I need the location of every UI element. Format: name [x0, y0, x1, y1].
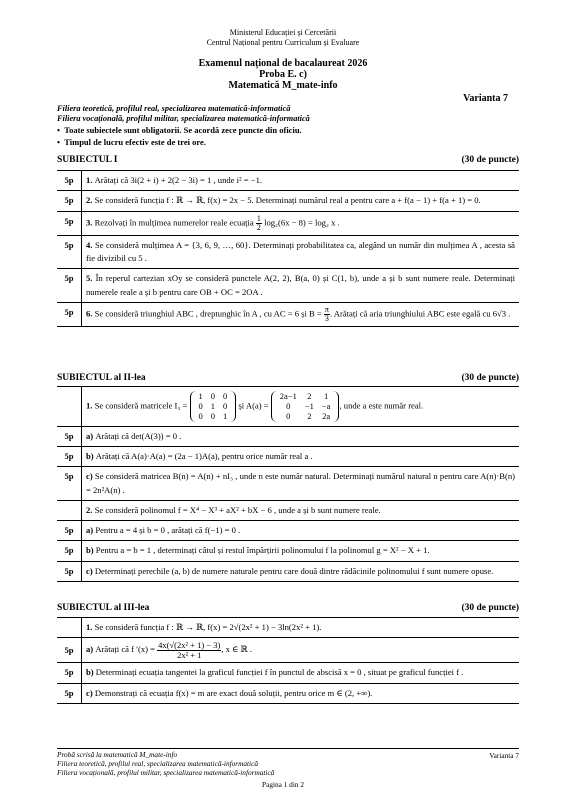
section-title: SUBIECTUL al III-lea: [57, 603, 150, 613]
item-row: 5p a) Arătați că det(A(3)) = 0 .: [57, 426, 519, 446]
section-points: (30 de puncte): [461, 155, 519, 165]
item-score: 5p: [57, 521, 82, 541]
item-score: 5p: [57, 235, 82, 269]
item-text: Se consideră triunghiul ABC , dreptunghic în A , cu AC = 6 și B =: [94, 308, 322, 319]
item-text: Determinați perechile (a, b) de numere naturale pentru care două dintre rădăcinile polinomului f sunt numere opuse.: [94, 565, 494, 576]
section-points: (30 de puncte): [461, 603, 519, 613]
item-row: 5p c) Se consideră matricea B(n) = A(n) + nI₃ , unde n este număr natural. Determinați numărul natural n pentru care A(n)·B(n) = 2n²A(n) .: [57, 467, 519, 501]
item-text: , unde a este număr real.: [339, 400, 424, 411]
item-text: Se consideră matricele I₃ =: [94, 400, 188, 411]
item-score: 5p: [57, 269, 82, 303]
item-text: , x ∈ ℝ .: [221, 644, 252, 655]
ministry-header: Ministerul Educației și Cercetării: [229, 28, 337, 37]
item-row: 5p 3. Rezolvați în mulțimea numerelor reale ecuația $\frac{1}{2}$ log₂(6x − 8) = log₂ x .: [57, 211, 519, 235]
fraction: $\frac{\text{4x(√(2x² + 1) − 3)}}{\text{2x² + 1}}$: [158, 640, 221, 660]
item-row: 5p 6. Se consideră triunghiul ABC , dreptunghic în A , cu AC = 6 și B = $\frac{\pi}{3}$ . Arătați că aria triunghiului ABC este egală cu 6√3 .: [57, 302, 519, 326]
item-score: 5p: [57, 171, 82, 191]
item-text: Pentru a = b = 1 , determinați câtul și restul împărțirii polinomului f la polinomul g = X² − X + 1.: [95, 545, 430, 556]
footer-line: Probă scrisă la matematică M_mate-info: [57, 750, 178, 759]
item-row: 5p c) Determinați perechile (a, b) de numere naturale pentru care două dintre rădăcinile polinomului f sunt numere opuse.: [57, 561, 519, 581]
item-text: Pentru a = 4 și b = 0 , arătați că f(−1) = 0 .: [95, 525, 241, 536]
footer-line: Filiera teoretică, profilul real, specializarea matematică-informatică: [57, 758, 258, 768]
item-text: . Arătați că aria triunghiului ABC este egală cu 6√3 .: [329, 308, 511, 319]
item-row: 5p b) Arătați că A(a)·A(a) = (2a − 1)A(a), pentru orice număr real a .: [57, 446, 519, 466]
item-score: 5p: [57, 638, 82, 663]
instruction-bullet: • Toate subiectele sunt obligatorii. Se acordă zece puncte din oficiu.: [57, 125, 302, 135]
page-footer: [57, 748, 519, 777]
item-text: Rezolvați în mulțimea numerelor reale ecuația: [94, 217, 254, 228]
section-title: SUBIECTUL I: [57, 155, 118, 165]
item-row: 5p 5. În reperul cartezian xOy se consideră punctele A(2, 2), B(a, 0) și C(1, b), unde a și b sunt numere reale. Determinați numerele reale a și b pentru care OB + OC = 2OA .: [57, 269, 519, 303]
page-number: Pagina 1 din 2: [262, 780, 304, 789]
filiera-line-1: Filiera teoretică, profilul real, specializarea matematică-informatică: [57, 104, 291, 113]
item-row: 1. Se consideră matricele I₃ = 1 0 0 0 1 0 0 0 1 și A(a) = 2a−1 2 1 0 −1 −a 0 2 2a , unde a este număr real.: [57, 387, 519, 427]
item-text: și A(a) =: [238, 400, 269, 411]
item-score: 5p: [57, 683, 82, 703]
item-row: 5p b) Determinați ecuația tangentei la graficul funcției f în punctul de abscisă x = 0 , situat pe graficul funcției f .: [57, 663, 519, 683]
section-1-items: [57, 170, 519, 327]
proba-title: Proba E. c): [259, 69, 307, 80]
item-text: Arătați că f ′(x) =: [95, 644, 156, 655]
item-text: În reperul cartezian xOy se consideră punctele A(2, 2), B(a, 0) și C(1, b), unde a și b sunt numere reale. Determinați numerele reale a și b pentru care OB + OC = 2OA .: [86, 273, 516, 297]
footer-line: Filiera vocațională, profilul militar, specializarea matematică-informatică: [57, 767, 275, 777]
item-text: Demonstrați că ecuația f(x) = m are exact două soluții, pentru orice m ∈ (2, +∞).: [94, 687, 373, 698]
item-text: Arătați că 3i(2 + i) + 2(2 − 3i) = 1 , unde i² = −1.: [94, 175, 263, 185]
item-row: 5p 4. Se consideră mulțimea A = {3, 6, 9, …, 60}. Determinați probabilitatea ca, alegând un număr din mulțimea A , acesta să fie divizibil cu 5 .: [57, 235, 519, 269]
item-score: 5p: [57, 663, 82, 683]
item-text: Determinați ecuația tangentei la graficul funcției f în punctul de abscisă x = 0 , situat pe graficul funcției f .: [95, 667, 464, 678]
item-text: Se consideră mulțimea A = {3, 6, 9, …, 60}. Determinați probabilitatea ca, alegând un număr din mulțimea A , acesta să fie divizibil cu 5 .: [86, 239, 515, 263]
item-text: log₂(6x − 8) = log₂ x .: [264, 217, 340, 228]
instruction-text: Toate subiectele sunt obligatorii. Se acordă zece puncte din oficiu.: [64, 125, 302, 135]
item-text: Arătați că det(A(3)) = 0 .: [95, 430, 182, 441]
item-text: Se consideră funcția f : ℝ → ℝ, f(x) = 2x − 5. Determinați numărul real a pentru care a + f(a − 1) + f(a + 1) = 0.: [94, 195, 481, 206]
item-row: 5p 1. Arătați că 3i(2 + i) + 2(2 − 3i) = 1 , unde i² = −1.: [57, 171, 519, 191]
item-score: 5p: [57, 211, 82, 235]
item-text: Arătați că A(a)·A(a) = (2a − 1)A(a), pentru orice număr real a .: [95, 450, 313, 461]
section-points: (30 de puncte): [461, 373, 519, 383]
item-score: 5p: [57, 467, 82, 501]
item-text: Se consideră funcția f : ℝ → ℝ, f(x) = 2√(2x² + 1) − 3ln(2x² + 1).: [94, 622, 322, 632]
item-score: 5p: [57, 446, 82, 466]
item-score: 5p: [57, 561, 82, 581]
section-title: SUBIECTUL al II-lea: [57, 373, 146, 383]
section-heading-1: [57, 155, 519, 165]
instruction-bullet: • Timpul de lucru efectiv este de trei ore.: [57, 137, 206, 147]
matrix-i3: 1 0 0 0 1 0 0 0 1: [190, 391, 237, 422]
center-header: Centrul Național pentru Curriculum și Evaluare: [206, 38, 360, 47]
item-score: 5p: [57, 541, 82, 561]
fraction: $\frac{\pi}{3}$: [324, 304, 329, 323]
item-score: 5p: [57, 191, 82, 211]
item-text: Se consideră matricea B(n) = A(n) + nI₃ , unde n este număr natural. Determinați numărul natural n pentru care A(n)·B(n) = 2n²A(n) .: [86, 471, 516, 495]
item-row: 5p 2. Se consideră funcția f : ℝ → ℝ, f(x) = 2x − 5. Determinați numărul real a pentru care a + f(a − 1) + f(a + 1) = 0.: [57, 191, 519, 211]
item-row: 2. Se consideră polinomul f = X⁴ − X³ + aX² + bX − 6 , unde a și b sunt numere reale.: [57, 500, 519, 520]
variant-label: Varianta 7: [463, 93, 508, 104]
exam-title: Examenul național de bacalaureat 2026: [198, 58, 368, 69]
item-row: 5p a) Pentru a = 4 și b = 0 , arătați că f(−1) = 0 .: [57, 521, 519, 541]
item-text: Se consideră polinomul f = X⁴ − X³ + aX² + bX − 6 , unde a și b sunt numere reale.: [94, 504, 381, 515]
item-score: 5p: [57, 302, 82, 326]
item-score: 5p: [57, 426, 82, 446]
item-row: 5p c) Demonstrați că ecuația f(x) = m are exact două soluții, pentru orice m ∈ (2, +∞).: [57, 683, 519, 703]
section-heading-3: [57, 603, 519, 613]
item-row: 5p b) Pentru a = b = 1 , determinați câtul și restul împărțirii polinomului f la polinomul g = X² − X + 1.: [57, 541, 519, 561]
section-heading-2: [57, 373, 519, 383]
filiera-line-2: Filiera vocațională, profilul militar, specializarea matematică-informatică: [57, 114, 310, 123]
subject-title: Matematică M_mate-info: [228, 80, 338, 91]
fraction: $\frac{1}{2}$: [256, 213, 261, 232]
section-3-items: [57, 617, 519, 704]
item-row: 5p a) Arătați că f ′(x) = $\frac{\text{4x(√(2x² + 1) − 3)}}{\text{2x² + 1}}$ , x ∈ ℝ .: [57, 638, 519, 663]
instruction-text: Timpul de lucru efectiv este de trei ore.: [64, 137, 206, 147]
section-2-items: [57, 386, 519, 582]
matrix-a: 2a−1 2 1 0 −1 −a 0 2 2a: [271, 391, 340, 422]
item-row: 1. Se consideră funcția f : ℝ → ℝ, f(x) = 2√(2x² + 1) − 3ln(2x² + 1).: [57, 618, 519, 638]
footer-variant: Varianta 7: [489, 751, 519, 760]
